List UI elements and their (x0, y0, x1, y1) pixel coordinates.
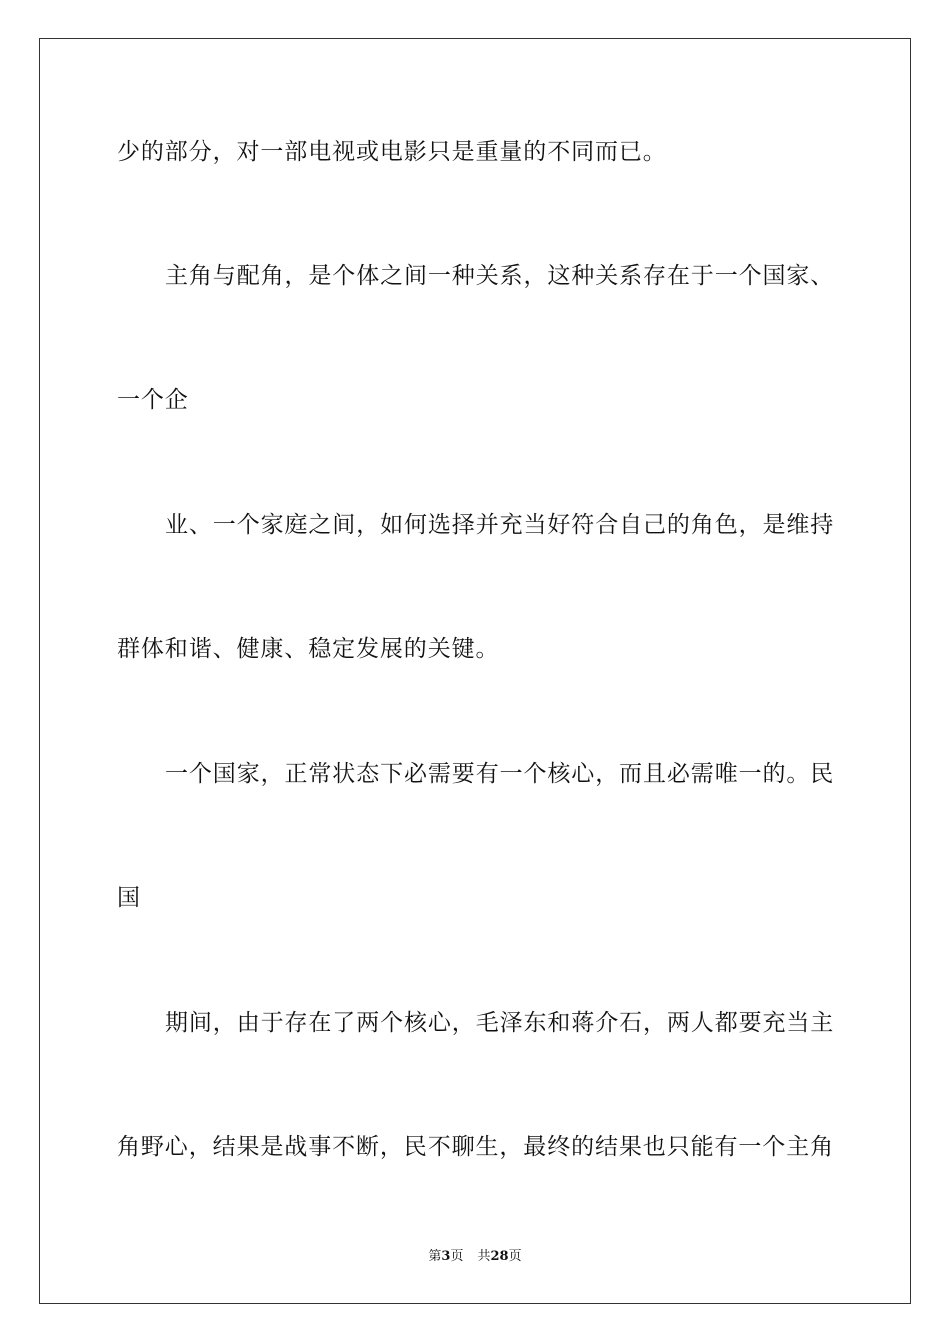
page-border (39, 38, 911, 1304)
text-line-2: 主角与配角，是个体之间一种关系，这种关系存在于一个国家、 (165, 263, 835, 289)
text-line-8: 期间，由于存在了两个核心，毛泽东和蒋介石，两人都要充当主 (165, 1010, 835, 1036)
text-line-5: 群体和谐、健康、稳定发展的关键。 (117, 636, 500, 662)
text-line-3: 一个企 (117, 387, 189, 413)
page-footer (0, 1248, 950, 1266)
page-prefix: 第 (428, 1249, 442, 1264)
page-suffix: 页 (450, 1249, 464, 1264)
total-prefix: 共 (477, 1249, 491, 1264)
text-line-4: 业、一个家庭之间，如何选择并充当好符合自己的角色，是维持 (165, 512, 835, 538)
total-pages: 28 (490, 1249, 509, 1264)
total-suffix: 页 (508, 1249, 522, 1264)
text-line-6: 一个国家，正常状态下必需要有一个核心，而且必需唯一的。民 (165, 761, 835, 787)
text-line-1: 少的部分，对一部电视或电影只是重量的不同而已。 (117, 139, 667, 165)
text-line-9: 角野心，结果是战事不断，民不聊生，最终的结果也只能有一个主角 (117, 1134, 834, 1160)
text-line-7: 国 (117, 885, 141, 911)
page-number: 3 (441, 1249, 451, 1264)
